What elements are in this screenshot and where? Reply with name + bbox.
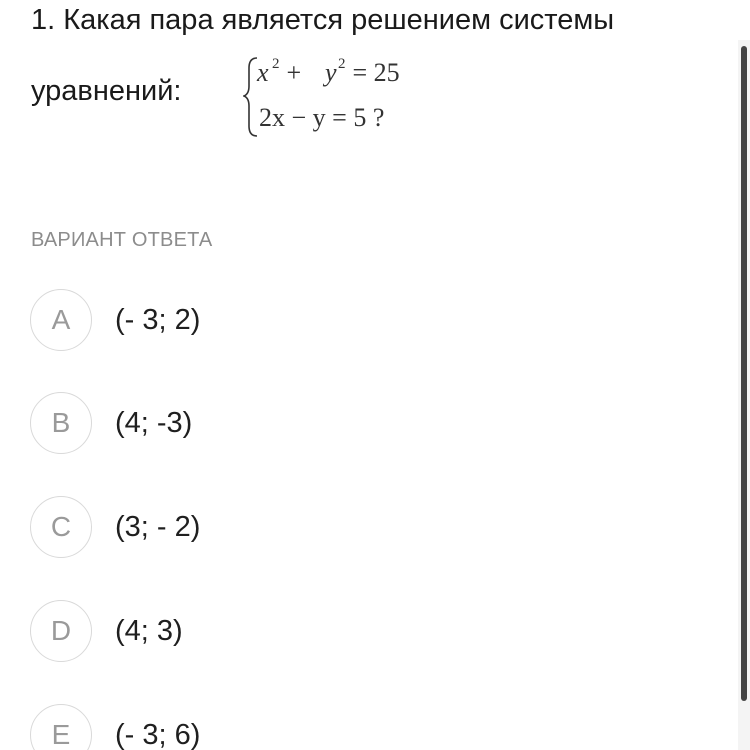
answer-option-c[interactable] <box>30 496 630 560</box>
option-text: (3; - 2) <box>115 511 201 543</box>
option-letter-circle[interactable]: C <box>30 496 92 558</box>
answer-option-d[interactable] <box>30 600 630 664</box>
option-text: (4; -3) <box>115 407 193 439</box>
answer-option-a[interactable] <box>30 289 630 353</box>
equation-line1-y: y <box>325 58 337 87</box>
question-text-line2: уравнений: <box>31 75 182 107</box>
option-text: (4; 3) <box>115 615 183 647</box>
question-text-line1: 1. Какая пара является решением системы <box>31 4 615 36</box>
option-text: (- 3; 2) <box>115 304 201 336</box>
scrollbar-thumb[interactable] <box>741 46 747 701</box>
answer-heading: ВАРИАНТ ОТВЕТА <box>31 229 213 251</box>
option-letter-circle[interactable]: A <box>30 289 92 351</box>
option-text: (- 3; 6) <box>115 719 201 750</box>
equation-line1-x-exp: 2 <box>272 56 280 72</box>
option-letter-circle[interactable]: B <box>30 392 92 454</box>
answer-option-b[interactable] <box>30 392 630 456</box>
equation-line2: 2x − y = 5 ? <box>259 103 385 132</box>
option-letter-circle[interactable]: D <box>30 600 92 662</box>
system-brace <box>244 58 257 136</box>
option-letter-circle[interactable]: E <box>30 704 92 750</box>
scrollbar-track[interactable] <box>738 40 750 750</box>
equation-line1-x: x <box>257 58 269 87</box>
equation-line1-plus: + <box>280 58 308 87</box>
equation-system-image <box>243 48 433 144</box>
equation-line1-y-exp: 2 <box>338 56 346 72</box>
answer-option-e[interactable] <box>30 704 630 750</box>
equation-line1-rhs: = 25 <box>346 58 400 87</box>
